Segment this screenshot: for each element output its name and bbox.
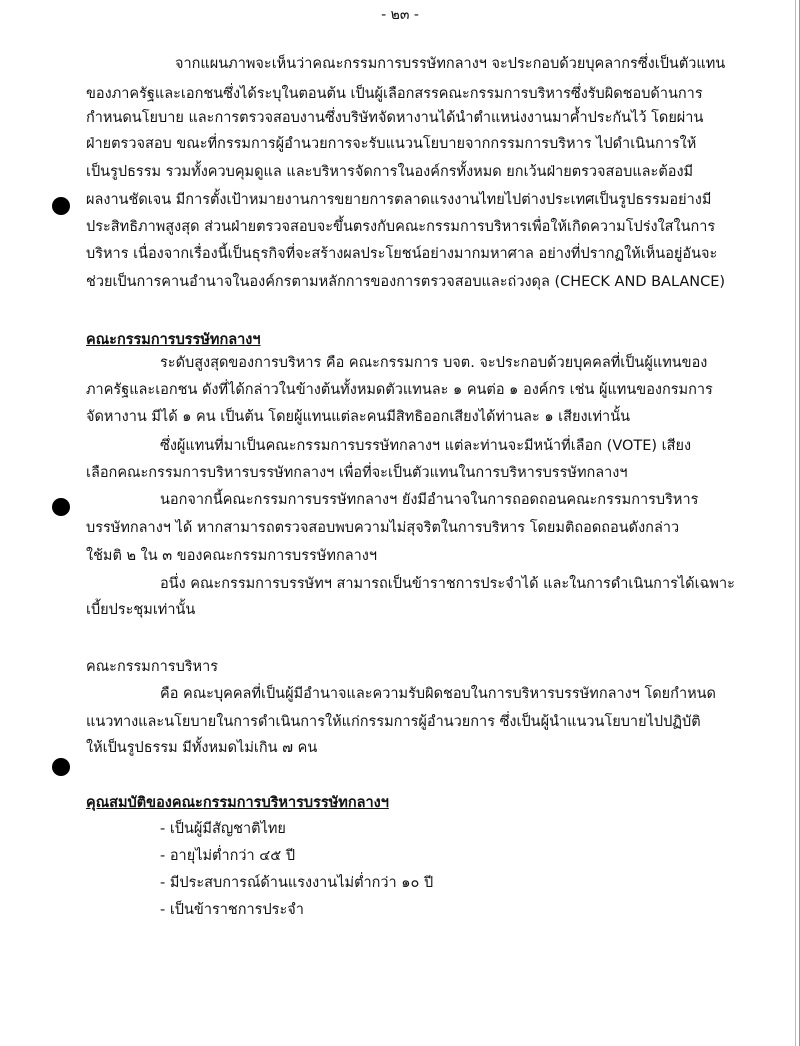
paragraph-line: ให้เป็นรูปธรรม มีทั้งหมดไม่เกิน ๗ คน [86,740,318,756]
section-heading: คุณสมบัติของคณะกรรมการบริหารบรรษัทกลางฯ [86,795,389,811]
paragraph-line: ภาครัฐและเอกชน ดังที่ได้กล่าวในข้างต้นทั้งหมดตัวแทนละ ๑ คนต่อ ๑ องค์กร เช่น ผู้แทนของกรมการ [86,382,713,398]
paragraph-line: ซึ่งผู้แทนที่มาเป็นคณะกรรมการบรรษัทกลางฯ แต่ละท่านจะมีหน้าที่เลือก (VOTE) เสียง [160,438,692,454]
punch-hole [52,758,70,776]
paragraph-line: ประสิทธิภาพสูงสุด ส่วนฝ่ายตรวจสอบจะขึ้นตรงกับคณะกรรมการบริหารเพื่อให้เกิดความโปร่งใสในการ [86,219,716,235]
list-item: - เป็นข้าราชการประจำ [160,902,304,918]
paragraph-line: จากแผนภาพจะเห็นว่าคณะกรรมการบรรษัทกลางฯ จะประกอบด้วยบุคลากรซึ่งเป็นตัวแทน [175,56,726,72]
punch-hole [52,498,70,516]
paragraph-line: เบี้ยประชุมเท่านั้น [86,602,196,618]
paragraph-line: ฝ่ายตรวจสอบ ขณะที่กรรมการผู้อำนวยการจะรับแนวนโยบายจากกรรมการบริหาร ไปดำเนินการให้ [86,136,697,152]
page-number: - ๒๓ - [381,7,419,23]
paragraph-line: ของภาครัฐและเอกชนซึ่งได้ระบุในตอนต้น เป็นผู้เลือกสรรคณะกรรมการบริหารซึ่งรับผิดชอบด้านการ [86,86,703,102]
list-item: - อายุไม่ต่ำกว่า ๔๕ ปี [160,848,296,864]
paragraph-line: ผลงานชัดเจน มีการตั้งเป้าหมายงานการขยายการตลาดแรงงานไทยไปต่างประเทศเป็นรูปธรรมอย่างมี [86,192,712,208]
paragraph-line: บรรษัทกลางฯ ได้ หากสามารถตรวจสอบพบความไม่สุจริตในการบริหาร โดยมติถอดถอนดังกล่าว [86,520,680,536]
section-heading: คณะกรรมการบริหาร [86,659,219,675]
paragraph-line: เป็นรูปธรรม รวมทั้งควบคุมดูแล และบริหารจัดการในองค์กรทั้งหมด ยกเว้นฝ่ายตรวจสอบและต้องมี [86,164,694,180]
paragraph-line: เลือกคณะกรรมการบริหารบรรษัทกลางฯ เพื่อที่จะเป็นตัวแทนในการบริหารบรรษัทกลางฯ [86,465,628,481]
section-heading: คณะกรรมการบรรษัทกลางฯ [86,332,261,348]
paragraph-line: คือ คณะบุคคลที่เป็นผู้มีอำนาจและความรับผิดชอบในการบริหารบรรษัทกลางฯ โดยกำหนด [160,686,716,702]
paragraph-line: แนวทางและนโยบายในการดำเนินการให้แก่กรรมการผู้อำนวยการ ซึ่งเป็นผู้นำแนวนโยบายไปปฏิบัติ [86,714,701,730]
paragraph-line: บริหาร เนื่องจากเรื่องนี้เป็นธุรกิจที่จะสร้างผลประโยชน์อย่างมากมหาศาล อย่างที่ปรากฏให้เห็นอยู่อันจะ [86,246,718,262]
paragraph-line: ช่วยเป็นการคานอำนาจในองค์กรตามหลักการของการตรวจสอบและถ่วงดุล (CHECK AND BALANCE) [86,274,726,290]
punch-hole [52,197,70,215]
paragraph-line: จัดหางาน มีได้ ๑ คน เป็นต้น โดยผู้แทนแต่ละคนมีสิทธิออกเสียงได้ท่านละ ๑ เสียงเท่านั้น [86,409,631,425]
paragraph-line: อนึ่ง คณะกรรมการบรรษัทฯ สามารถเป็นข้าราชการประจำได้ และในการดำเนินการได้เฉพาะ [160,576,735,592]
paragraph-line: กำหนดนโยบาย และการตรวจสอบงานซึ่งบริษัทจัดหางานได้นำตำแหน่งงานมาค้ำประกันไว้ โดยผ่าน [86,110,704,126]
paragraph-line: ระดับสูงสุดของการบริหาร คือ คณะกรรมการ บจต. จะประกอบด้วยบุคคลที่เป็นผู้แทนของ [160,355,708,371]
list-item: - มีประสบการณ์ด้านแรงงานไม่ต่ำกว่า ๑๐ ปี [160,875,434,891]
paragraph-line: นอกจากนี้คณะกรรมการบรรษัทกลางฯ ยังมีอำนาจในการถอดถอนคณะกรรมการบริหาร [160,492,699,508]
paragraph-line: ใช้มติ ๒ ใน ๓ ของคณะกรรมการบรรษัทกลางฯ [86,548,377,564]
scan-edge [795,0,796,1046]
list-item: - เป็นผู้มีสัญชาติไทย [160,821,286,837]
